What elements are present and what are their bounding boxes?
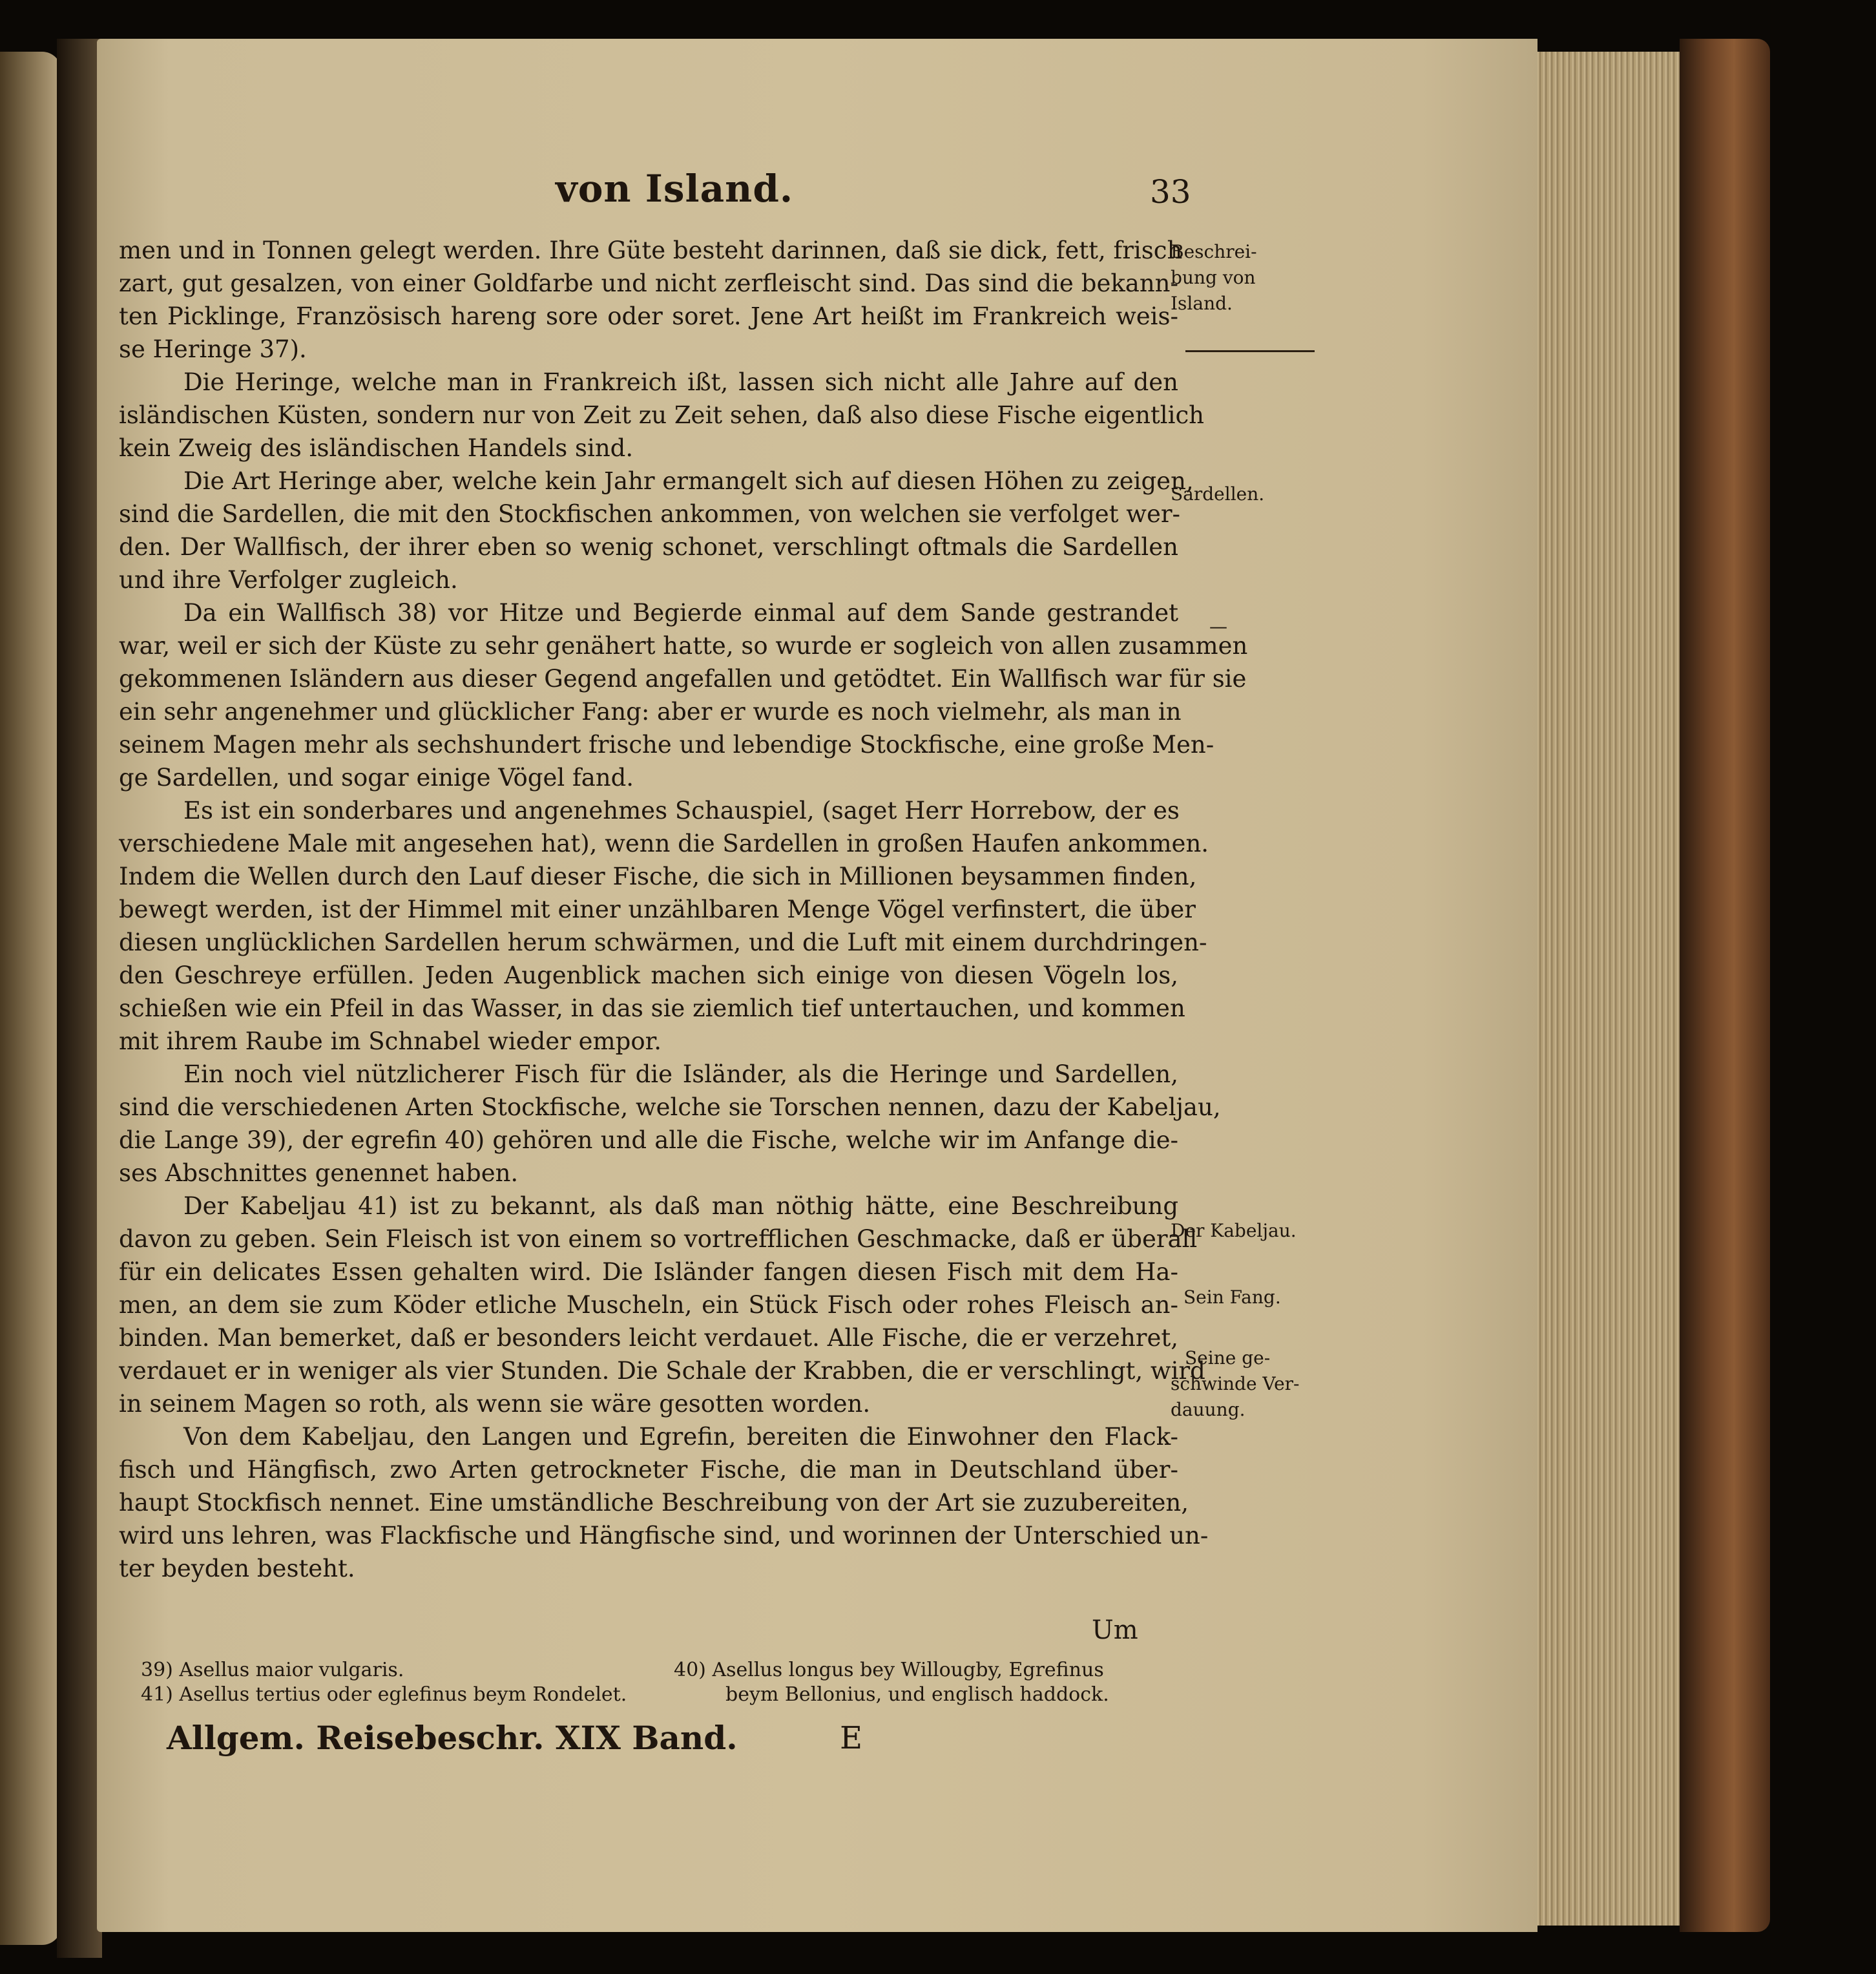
text-line: für ein delicates Essen gehalten wird. Die Isländer fangen diesen Fisch mit dem Ha- — [119, 1258, 1178, 1286]
text-line: Da ein Wallfisch 38) vor Hitze und Begierde einmal auf dem Sande gestrandet — [183, 599, 1178, 627]
text-line: haupt Stockfisch nennet. Eine umständliche Beschreibung von der Art sie zuzubereiten, — [119, 1489, 1189, 1517]
text-line: den. Der Wallfisch, der ihrer eben so wenig schonet, verschlingt oftmals die Sardellen — [119, 533, 1178, 561]
text-line: Es ist ein sonderbares und angenehmes Schauspiel, (saget Herr Horrebow, der es — [183, 797, 1180, 824]
text-line: Ein noch viel nützlicherer Fisch für die Isländer, als die Heringe und Sardellen, — [183, 1060, 1178, 1088]
text-line: ein sehr angenehmer und glücklicher Fang: aber er wurde es noch vielmehr, als man in — [119, 698, 1182, 726]
margin-note: Der Kabeljau. — [1171, 1220, 1297, 1241]
margin-note: Seine ge- — [1185, 1347, 1271, 1369]
margin-note: Sardellen. — [1171, 483, 1265, 505]
text-line: bewegt werden, ist der Himmel mit einer unzählbaren Menge Vögel verfinstert, die über — [119, 896, 1196, 923]
text-line: in seinem Magen so roth, als wenn sie wäre gesotten worden. — [119, 1390, 871, 1418]
text-line: Von dem Kabeljau, den Langen und Egrefin, bereiten die Einwohner den Flack- — [183, 1423, 1178, 1451]
margin-note: bung von — [1171, 267, 1256, 288]
text-line: fisch und Hängfisch, zwo Arten getrockneter Fische, die man in Deutschland über- — [119, 1456, 1178, 1484]
page-block-edges — [1525, 52, 1686, 1926]
text-line: Die Heringe, welche man in Frankreich ißt, lassen sich nicht alle Jahre auf den — [183, 368, 1178, 396]
footnote: 39) Asellus maior vulgaris. — [141, 1659, 404, 1681]
text-line: mit ihrem Raube im Schnabel wieder empor. — [119, 1027, 662, 1055]
margin-note: Island. — [1171, 293, 1233, 314]
margin-note: dauung. — [1171, 1399, 1245, 1420]
text-line: und ihre Verfolger zugleich. — [119, 566, 458, 594]
text-line: ter beyden besteht. — [119, 1555, 355, 1582]
text-line: war, weil er sich der Küste zu sehr genähert hatte, so wurde er sogleich von allen zusammen — [119, 632, 1248, 660]
text-line: isländischen Küsten, sondern nur von Zeit zu Zeit sehen, daß also diese Fische eigentlich — [119, 401, 1204, 429]
text-line: gekommenen Isländern aus dieser Gegend angefallen und getödtet. Ein Wallfisch war für sie — [119, 665, 1247, 693]
margin-note: — — [1209, 616, 1227, 637]
margin-note: schwinde Ver- — [1171, 1373, 1300, 1394]
left-page-edge — [0, 52, 61, 1945]
page-number: 33 — [1150, 173, 1191, 211]
text-line: se Heringe 37). — [119, 335, 307, 363]
footnote: beym Bellonius, und englisch haddock. — [725, 1683, 1109, 1706]
book-gutter — [57, 39, 102, 1958]
running-head: von Island. — [556, 167, 794, 211]
footnote: 40) Asellus longus bey Willougby, Egrefinus — [674, 1659, 1104, 1681]
text-line: ge Sardellen, und sogar einige Vögel fand. — [119, 764, 634, 792]
text-line: zart, gut gesalzen, von einer Goldfarbe und nicht zerfleischt sind. Das sind die bekann- — [119, 269, 1178, 297]
margin-note-bracket — [1185, 341, 1315, 352]
text-line: wird uns lehren, was Flackfische und Hängfische sind, und worinnen der Unterschied un- — [119, 1522, 1209, 1549]
text-line: Die Art Heringe aber, welche kein Jahr ermangelt sich auf diesen Höhen zu zeigen, — [183, 467, 1194, 495]
catchword: Um — [1092, 1615, 1138, 1645]
text-line: Der Kabeljau 41) ist zu bekannt, als daß man nöthig hätte, eine Beschreibung — [183, 1192, 1178, 1220]
text-line: kein Zweig des isländischen Handels sind. — [119, 434, 634, 462]
text-line: men, an dem sie zum Köder etliche Muscheln, ein Stück Fisch oder rohes Fleisch an- — [119, 1291, 1178, 1319]
text-line: binden. Man bemerket, daß er besonders leicht verdauet. Alle Fische, die er verzehret, — [119, 1324, 1178, 1352]
text-line: schießen wie ein Pfeil in das Wasser, in das sie ziemlich tief untertauchen, und kommen — [119, 994, 1185, 1022]
text-line: Indem die Wellen durch den Lauf dieser Fische, die sich in Millionen beysammen finden, — [119, 863, 1197, 890]
margin-note: Beschrei- — [1171, 241, 1257, 262]
text-line: ses Abschnittes genennet haben. — [119, 1159, 519, 1187]
text-line: davon zu geben. Sein Fleisch ist von einem so vortrefflichen Geschmacke, daß er überall — [119, 1225, 1198, 1253]
text-line: ten Picklinge, Französisch hareng sore oder soret. Jene Art heißt im Frankreich weis- — [119, 302, 1178, 330]
book-cover-edge — [1680, 39, 1770, 1932]
text-line: den Geschreye erfüllen. Jeden Augenblick machen sich einige von diesen Vögeln los, — [119, 961, 1178, 989]
text-line: die Lange 39), der egrefin 40) gehören und alle die Fische, welche wir im Anfange die- — [119, 1126, 1178, 1154]
signature-line: Allgem. Reisebeschr. XIX Band. — [167, 1719, 738, 1757]
text-line: verdauet er in weniger als vier Stunden. Die Schale der Krabben, die er verschlingt, wird — [119, 1357, 1205, 1385]
text-line: diesen unglücklichen Sardellen herum schwärmen, und die Luft mit einem durchdringen- — [119, 929, 1207, 956]
text-line: seinem Magen mehr als sechshundert frische und lebendige Stockfische, eine große Men- — [119, 731, 1214, 759]
text-line: sind die verschiedenen Arten Stockfische, welche sie Torschen nennen, dazu der Kabeljau, — [119, 1093, 1221, 1121]
text-line: sind die Sardellen, die mit den Stockfischen ankommen, von welchen sie verfolget wer- — [119, 500, 1181, 528]
margin-note: Sein Fang. — [1183, 1286, 1281, 1308]
text-line: men und in Tonnen gelegt werden. Ihre Güte besteht darinnen, daß sie dick, fett, frisch — [119, 236, 1183, 264]
footnote: 41) Asellus tertius oder eglefinus beym Rondelet. — [141, 1683, 627, 1706]
text-line: verschiedene Male mit angesehen hat), wenn die Sardellen in großen Haufen ankommen. — [119, 830, 1209, 857]
signature-mark: E — [840, 1720, 863, 1756]
